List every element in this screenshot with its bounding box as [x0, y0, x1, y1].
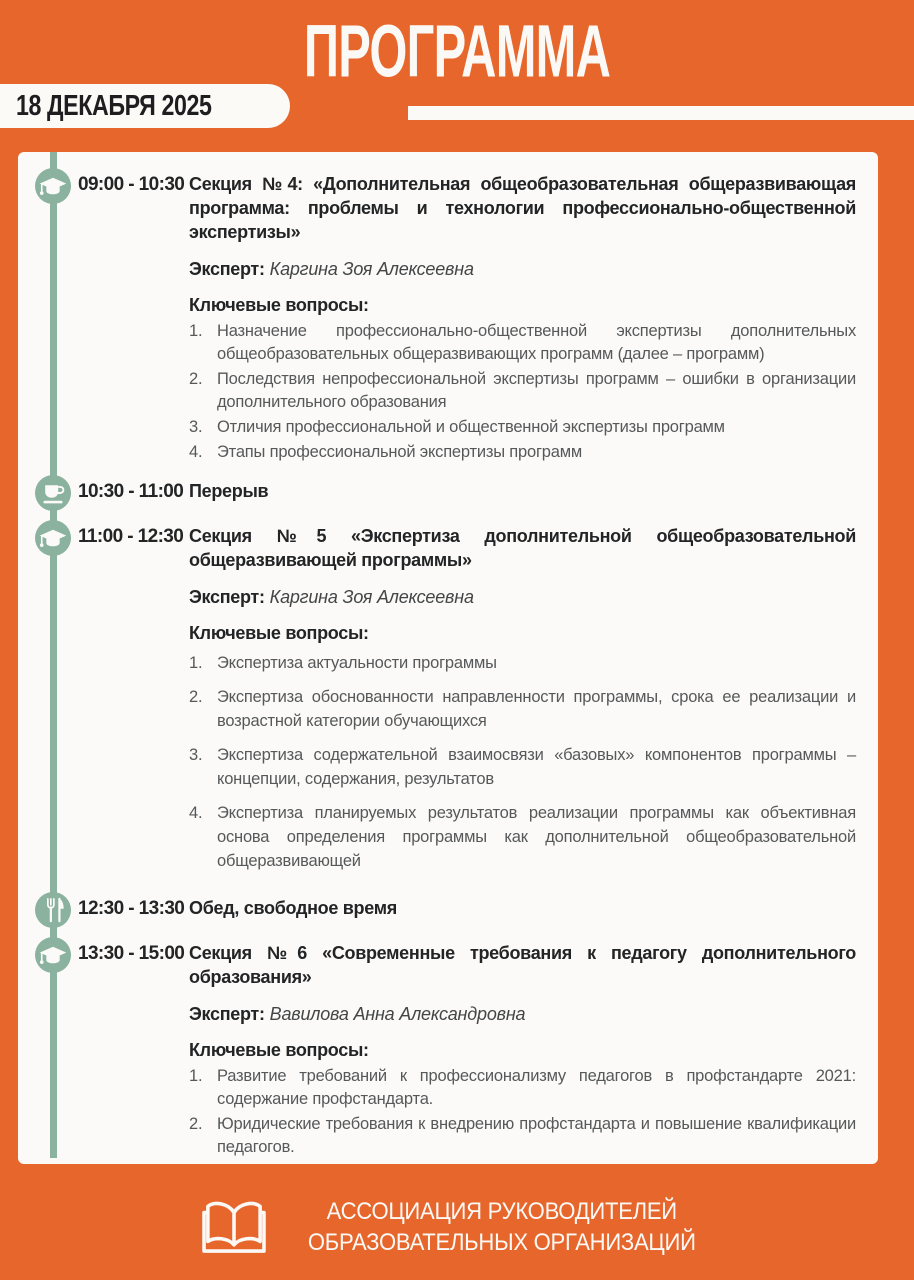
- entry-title: Секция №6 «Современные требования к педагогу дополнительного образования»: [189, 943, 856, 987]
- expert-row: [189, 257, 856, 281]
- date-badge-label: 18 ДЕКАБРЯ 2025: [16, 89, 212, 122]
- expert-label: Эксперт:: [189, 587, 265, 607]
- timeline-entry: [18, 172, 878, 466]
- organization-name-line1: АССОЦИАЦИЯ РУКОВОДИТЕЛЕЙ: [326, 1198, 678, 1225]
- entry-title: Перерыв: [189, 481, 269, 501]
- date-badge: [0, 84, 290, 128]
- question-item: Юридические требования к внедрению профстандарта и повышение квалификации педагогов.: [217, 1115, 856, 1156]
- question-item: Отличия профессиональной и общественной экспертизы программ: [217, 418, 725, 436]
- utensils-icon: [35, 892, 71, 928]
- header-divider-bar: [408, 106, 914, 120]
- open-book-icon: [201, 1196, 267, 1258]
- graduation-cap-icon: [35, 520, 71, 556]
- questions-list: [189, 1065, 856, 1164]
- entry-time: 11:00 - 12:30: [78, 526, 184, 547]
- timeline-entry: [18, 524, 878, 883]
- question-item: Экспертиза планируемых результатов реализации программы как объективная основа определения программы как дополнительной общеобразовательной общеразвивающей: [217, 804, 856, 870]
- expert-label: Эксперт:: [189, 259, 265, 279]
- coffee-cup-icon: [35, 475, 71, 511]
- question-item: Экспертиза содержательной взаимосвязи «базовых» компонентов программы – концепции, содержания, результатов: [217, 746, 856, 788]
- questions-label: Ключевые вопросы:: [189, 1040, 369, 1060]
- expert-name: Каргина Зоя Алексеевна: [269, 259, 474, 279]
- page-title: ПРОГРАММА: [303, 9, 611, 92]
- entry-time: 12:30 - 13:30: [78, 898, 185, 919]
- entry-title: Секция №4: «Дополнительная общеобразовательная общеразвивающая программа: проблемы и технологии профессионально-общественной экспертизы»: [189, 174, 856, 242]
- questions-list: [189, 320, 856, 464]
- question-item: Этапы профессиональной экспертизы программ: [217, 443, 583, 461]
- entry-time: 09:00 - 10:30: [78, 174, 185, 195]
- graduation-cap-icon: [35, 168, 71, 204]
- question-item: [189, 1161, 856, 1164]
- questions-label: Ключевые вопросы:: [189, 295, 369, 315]
- questions-list: [189, 651, 856, 873]
- expert-name: Вавилова Анна Александровна: [269, 1004, 526, 1024]
- entry-title: Секция №5 «Экспертиза дополнительной общеобразовательной общеразвивающей программы»: [189, 526, 856, 570]
- question-item: Назначение профессионально-общественной экспертизы дополнительных общеобразовательных общеразвивающих программ (далее – программ): [217, 322, 856, 363]
- question-item: Развитие требований к профессионализму педагогов в профстандарте 2021: содержание профстандарта.: [217, 1067, 856, 1108]
- expert-row: [189, 1002, 856, 1026]
- timeline-entry: [18, 941, 878, 1164]
- timeline-entry: [18, 896, 878, 928]
- schedule-card: [18, 152, 878, 1164]
- expert-name: Каргина Зоя Алексеевна: [269, 587, 474, 607]
- question-item: Последствия непрофессиональной экспертизы программ – ошибки в организации дополнительного образования: [217, 370, 856, 411]
- question-item: Экспертиза обоснованности направленности программы, срока ее реализации и возрастной категории обучающихся: [217, 688, 856, 730]
- expert-row: [189, 585, 856, 609]
- expert-label: Эксперт:: [189, 1004, 265, 1024]
- graduation-cap-icon: [35, 937, 71, 973]
- organization-name-line2: ОБРАЗОВАТЕЛЬНЫХ ОРГАНИЗАЦИЙ: [308, 1229, 696, 1256]
- questions-label: Ключевые вопросы:: [189, 623, 369, 643]
- entry-time: 13:30 - 15:00: [78, 943, 185, 964]
- organization-name: [308, 1196, 696, 1258]
- entry-time: 10:30 - 11:00: [78, 481, 184, 502]
- footer-logo: [0, 1196, 914, 1258]
- question-item: Экспертиза актуальности программы: [217, 654, 497, 672]
- entry-title: Обед, свободное время: [189, 898, 397, 918]
- timeline: [18, 152, 878, 1164]
- timeline-entry: [18, 479, 878, 511]
